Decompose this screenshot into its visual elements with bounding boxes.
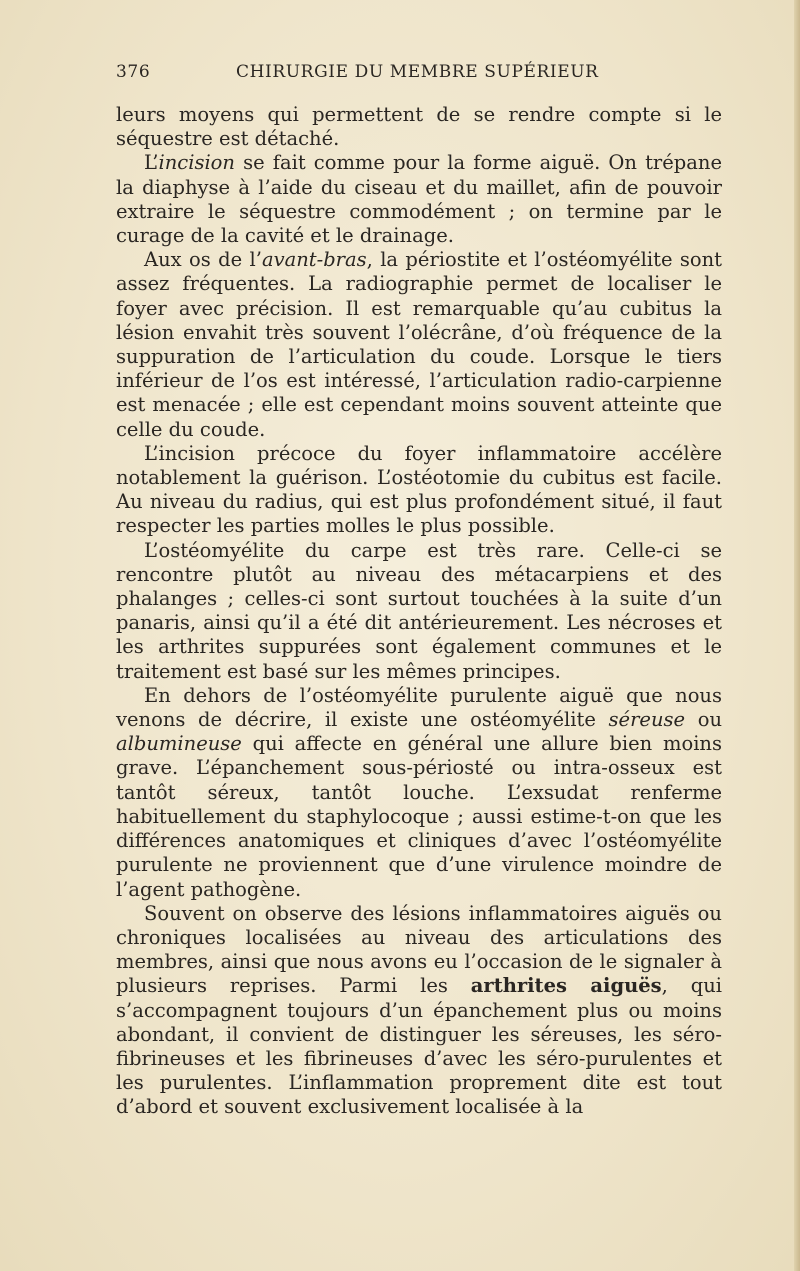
page-number: 376 [116,62,151,82]
italic-term: incision [158,151,235,175]
paragraph: Souvent on observe des lésions inflammatoires aiguës ou chroniques localisées au niveau des articulations des membres, ainsi que nous avons eu l’occasion de le signaler à plusieurs reprises. Parmi les arthrites aiguës, qui s’accompagnent toujours d’un épanchement plus ou moins abondant, il convient de distinguer les séreuses, les séro-fibrineuses et les fibrineuses d’avec les séro-purulentes et les purulentes. L’inflammation proprement dite est tout d’abord et souvent exclusivement localisée à la [116,901,722,1119]
italic-term: séreuse [608,708,686,732]
paragraph: L’incision se fait comme pour la forme aiguë. On trépane la diaphyse à l’aide du ciseau et du maillet, afin de pouvoir extraire le séquestre commodément ; on termine par le curage de la cavité et le drainage. [116,151,722,248]
paragraph: leurs moyens qui permettent de se rendre compte si le séquestre est détaché. [116,103,722,151]
italic-term: avant-bras [261,248,367,272]
page-header [116,62,722,86]
bold-term: arthrites aiguës [470,974,662,998]
paragraph: L’incision précoce du foyer inflammatoire accélère notablement la guérison. L’ostéotomie du cubitus est facile. Au niveau du radius, qui est plus profondément situé, il faut respecter les parties molles le plus possible. [116,441,722,538]
paragraph: L’ostéomyélite du carpe est très rare. Celle-ci se rencontre plutôt au niveau des métacarpiens et des phalanges ; celles-ci sont surtout touchées à la suite d’un panaris, ainsi qu’il a été dit antérieurement. Les nécroses et les arthrites suppurées sont également communes et le traitement est basé sur les mêmes principes. [116,538,722,683]
italic-term: albumineuse [116,732,242,756]
body-text [116,103,722,1120]
paragraph: En dehors de l’ostéomyélite purulente aiguë que nous venons de décrire, il existe une ostéomyélite séreuse ou albumineuse qui affecte en général une allure bien moins grave. L’épanchement sous-périosté ou intra-osseux est tantôt séreux, tantôt louche. L’exsudat renferme habituellement du staphylocoque ; aussi estime-t-on que les différences anatomiques et cliniques d’avec l’ostéomyélite purulente ne proviennent que d’une virulence moindre de l’agent pathogène. [116,683,723,901]
running-title: CHIRURGIE DU MEMBRE SUPÉRIEUR [236,62,599,82]
page-edge [794,0,800,1271]
paragraph: Aux os de l’avant-bras, la périostite et l’ostéomyélite sont assez fréquentes. La radiographie permet de localiser le foyer avec précision. Il est remarquable qu’au cubitus la lésion envahit très souvent l’olécrâne, d’où fréquence de la suppuration de l’articulation du coude. Lorsque le tiers inférieur de l’os est intéressé, l’articulation radio-carpienne est menacée ; elle est cependant moins souvent atteinte que celle du coude. [116,248,722,441]
